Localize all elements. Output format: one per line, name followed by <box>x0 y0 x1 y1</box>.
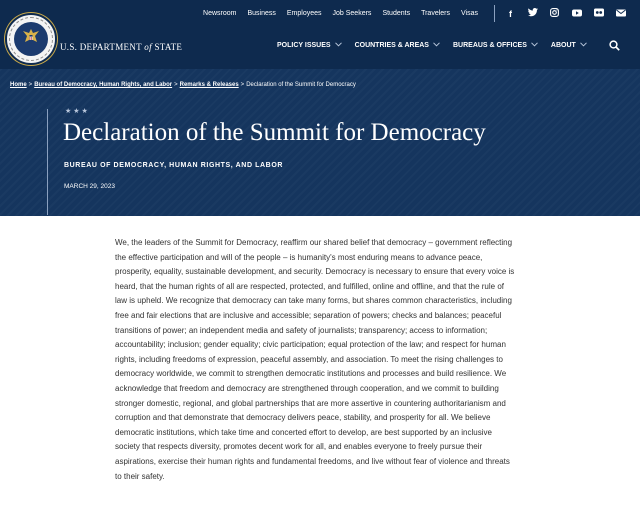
link-job-seekers[interactable]: Job Seekers <box>332 10 372 17</box>
link-travelers[interactable]: Travelers <box>421 10 450 17</box>
chevron-down-icon <box>531 42 538 49</box>
stars-decoration: ★★★ <box>65 108 90 115</box>
hero-banner <box>0 69 640 216</box>
eagle-icon <box>19 26 43 48</box>
facebook-icon[interactable]: f <box>509 8 512 19</box>
email-icon[interactable] <box>614 9 627 19</box>
dept-name-prefix: U.S. DEPARTMENT <box>60 42 145 52</box>
chevron-down-icon <box>580 42 587 49</box>
article-body <box>115 236 515 484</box>
breadcrumb-separator: > <box>240 82 245 88</box>
breadcrumb-home[interactable]: Home <box>10 82 27 88</box>
instagram-icon[interactable] <box>548 8 561 19</box>
nav-label: COUNTRIES & AREAS <box>354 42 429 49</box>
utility-links <box>203 0 478 27</box>
breadcrumb-current: Declaration of the Summit for Democracy <box>246 82 356 88</box>
bureau-label: BUREAU OF DEMOCRACY, HUMAN RIGHTS, AND LABOR <box>64 162 284 169</box>
nav-countries-areas[interactable] <box>355 42 440 49</box>
link-newsroom[interactable]: Newsroom <box>203 10 237 17</box>
publish-date: MARCH 29, 2023 <box>64 183 115 190</box>
nav-policy-issues[interactable] <box>277 42 342 49</box>
flickr-icon[interactable] <box>592 8 605 19</box>
chevron-down-icon <box>433 42 440 49</box>
social-links <box>504 0 627 27</box>
utility-divider <box>494 5 495 22</box>
chevron-down-icon <box>335 42 342 49</box>
hero-divider-line <box>47 109 48 215</box>
nav-bureaus-offices[interactable] <box>453 42 538 49</box>
breadcrumb-separator: > <box>28 82 33 88</box>
link-employees[interactable]: Employees <box>286 10 322 17</box>
breadcrumb-separator: > <box>174 82 178 88</box>
nav-label: BUREAUS & OFFICES <box>452 42 527 49</box>
breadcrumb-remarks[interactable]: Remarks & Releases <box>179 82 239 88</box>
breadcrumb <box>10 82 356 88</box>
nav-about[interactable] <box>551 42 587 49</box>
dept-name-of: of <box>144 42 152 52</box>
utility-bar <box>0 0 640 27</box>
department-name-logo[interactable] <box>60 42 182 52</box>
breadcrumb-bureau[interactable]: Bureau of Democracy, Human Rights, and Labor <box>34 82 173 88</box>
link-students[interactable]: Students <box>382 10 411 17</box>
nav-label: ABOUT <box>550 42 576 49</box>
state-department-seal-logo[interactable] <box>5 13 57 65</box>
primary-nav <box>277 42 587 49</box>
nav-label: POLICY ISSUES <box>277 42 331 49</box>
link-business[interactable]: Business <box>247 10 276 17</box>
twitter-icon[interactable] <box>526 8 539 19</box>
page-title: Declaration of the Summit for Democracy <box>63 119 486 146</box>
dept-name-suffix: STATE <box>151 42 183 52</box>
youtube-icon[interactable] <box>570 9 583 19</box>
article-paragraph: We, the leaders of the Summit for Democracy, reaffirm our shared belief that democracy – government reflecting the effective participation and will of the people – is humanity's most enduring means to advance peace, prosperity, equality, sustainable development, and security. Democracy is necessary to ensure that every voice is heard, that the human rights of all are respected, protected, and fulfilled, online and offline, and that the rule of law is upheld. We recognize that democracy can take many forms, but shares common characteristics, including free and fair elections that are inclusive and accessible; separation of powers; checks and balances; peaceful transitions of power; an independent media and safety of journalists; transparency; access to information; accountability; inclusion; gender equality; civic participation; equal protection of the law; and respect for human rights, including freedoms of expression, peaceful assembly, and association. To meet the rising challenges to democracy worldwide, we commit to strengthen democratic institutions and processes and build resilience. We acknowledge that freedom and democracy are strengthened through cooperation, and we commit to building stronger domestic, regional, and global partnerships that are more assertive in countering authoritarianism and corruption and that demonstrate that democracy delivers peace, stability, and prosperity for all. We believe democratic institutions, which take time and concerted effort to develop, are best supported by an inclusive society that respects diversity, promotes decent work for all, and enables everyone to freely pursue their aspirations, exercise their human rights and fundamental freedoms, and live without fear of violence and threats to their safety. <box>115 238 515 481</box>
link-visas[interactable]: Visas <box>461 10 478 17</box>
search-icon[interactable] <box>609 40 620 54</box>
